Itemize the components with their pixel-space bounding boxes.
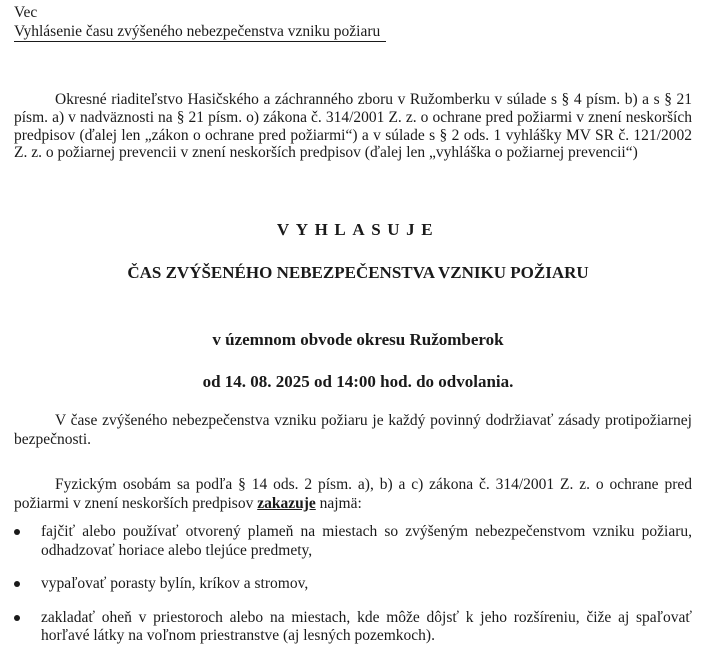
prohibition-paragraph xyxy=(14,476,692,513)
list-item-text: vypaľovať porasty bylín, kríkov a stromov, xyxy=(41,575,309,592)
list-item-text: fajčiť alebo používať otvorený plameň na miestach so zvýšeným nebezpečenstvom vzniku požiaru, odhadzovať horiace alebo tlejúce predmety, xyxy=(41,523,692,559)
list-item xyxy=(14,523,692,560)
list-item xyxy=(14,609,692,646)
bullet-icon xyxy=(14,581,20,587)
intro-paragraph: Okresné riaditeľstvo Hasičského a záchranného zboru v Ružomberku v súlade s § 4 písm. b) a s § 21 písm. a) v nadväznosti na § 21 písm. o) zákona č. 314/2001 Z. z. o ochrane pred požiarmi v znení neskorších predpisov (ďalej len „zákon o ochrane pred požiarmi“) a v súlade s § 2 ods. 1 vyhlášky MV SR č. 121/2002 Z. z. o požiarnej prevencii v znení neskorších predpisov (ďalej len „vyhláška o požiarnej prevencii“) xyxy=(14,91,692,162)
duty-paragraph: V čase zvýšeného nebezpečenstva vzniku požiaru je každý povinný dodržiavať zásady protipožiarnej bezpečnosti. xyxy=(14,412,692,448)
validity-line: od 14. 08. 2025 od 14:00 hod. do odvolania. xyxy=(202,372,514,391)
prohibition-list xyxy=(14,523,692,646)
declaration-title: ČAS ZVÝŠENÉHO NEBEZPEČENSTVA VZNIKU POŽIARU xyxy=(127,263,589,282)
prohibition-keyword: zakazuje xyxy=(257,494,316,512)
bullet-icon xyxy=(14,615,20,621)
vec-label: Vec xyxy=(14,4,38,21)
list-item-text: zakladať oheň v priestoroch alebo na miestach, kde môže dôjsť k jeho rozšíreniu, čiže aj spaľovať horľavé látky na voľnom priestranstve (aj lesných pozemkoch). xyxy=(41,608,692,644)
subject-line: Vyhlásenie času zvýšeného nebezpečenstva vzniku požiaru xyxy=(14,23,386,42)
territory-line: v územnom obvode okresu Ružomberok xyxy=(212,330,504,349)
prohibition-intro-text: Fyzickým osobám sa podľa § 14 ods. 2 písm. a), b) a c) zákona č. 314/2001 Z. z. o ochrane pred požiarmi v znení neskorších predpisov xyxy=(14,476,692,512)
list-item xyxy=(14,575,692,594)
bullet-icon xyxy=(14,529,20,535)
declaration-heading: VYHLASUJE xyxy=(276,220,440,239)
prohibition-tail-text: najmä: xyxy=(315,494,362,512)
